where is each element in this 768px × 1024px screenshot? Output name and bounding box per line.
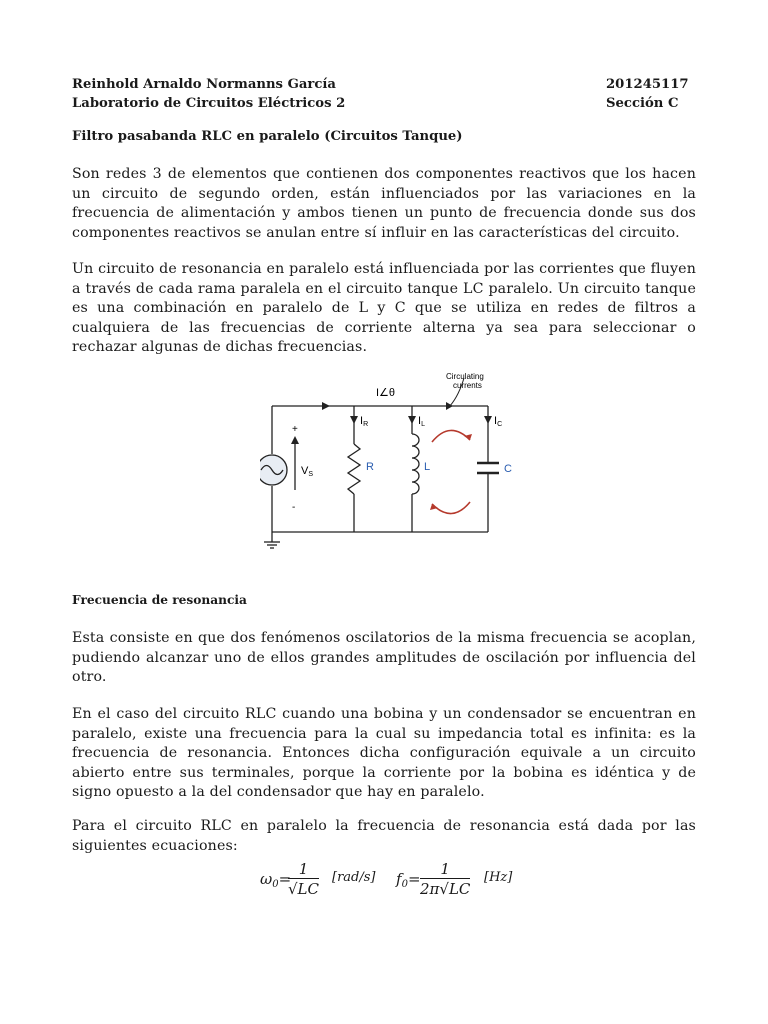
ic-arrow-icon [484, 416, 492, 424]
resonance-equations [260, 858, 560, 908]
paragraph-3: Esta consiste en que dos fenómenos oscilatorios de la misma frecuencia se acoplan, pudiendo alcanzar uno de ellos grandes amplitudes de oscilación por influencia del otro. [72, 630, 696, 685]
circulating-label-2: currents [453, 381, 482, 390]
plus-sign: + [292, 424, 298, 435]
ic-label: I [494, 415, 498, 427]
author-name: Reinhold Arnaldo Normanns García [72, 77, 336, 92]
paragraph-2: Un circuito de resonancia en paralelo está influenciada por las corrientes que fluyen a través de cada rama paralela en el circuito tanque LC paralelo. Un circuito tanque es una combinación en paralelo de L y C que se utiliza en redes de filtros a cualquiera de las frecuencias de corriente alterna ya sea para seleccionar o rechazar algunas de dichas frecuencias. [72, 261, 696, 355]
vs-label-sub: S [308, 471, 314, 478]
source-current-label: I∠θ [376, 387, 396, 399]
svg-text:IL [418, 415, 425, 428]
unit-hz: [Hz] [484, 870, 513, 885]
inductor-symbol [412, 434, 419, 494]
header-row-1 [72, 77, 696, 92]
ic-label-sub: C [497, 421, 503, 428]
resistor-symbol [348, 444, 360, 494]
paragraph-5: Para el circuito RLC en paralelo la frecuencia de resonancia está dada por las siguientes ecuaciones: [72, 818, 696, 854]
rlc-tank-circuit-diagram [260, 362, 600, 552]
vs-arrow-icon [291, 436, 299, 444]
header-row-2 [72, 96, 696, 111]
student-id: 201245117 [606, 77, 689, 92]
minus-sign: - [292, 502, 296, 513]
svg-text:IC [494, 415, 502, 428]
equals-1: = [278, 870, 292, 888]
f-numerator: 1 [420, 860, 470, 879]
c-label: C [504, 463, 512, 475]
ir-label-sub: R [363, 421, 369, 428]
f-denominator: 2π√LC [420, 880, 471, 898]
paragraph-1: Son redes 3 de elementos que contienen dos componentes reactivos que los hacen un circuito de segundo orden, están influenciados por las variaciones en la frecuencia de alimentación y ambos tienen un punto de frecuencia donde sus dos componentes reactivos se anulan entre sí influir en las características del circuito. [72, 166, 696, 241]
l-label: L [424, 461, 431, 473]
ir-arrow-icon [350, 416, 358, 424]
paragraph-4: En el caso del circuito RLC cuando una bobina y un condensador se encuentran en paralelo, existe una frecuencia para la cual su impedancia total es infinita: es la frecuencia de resonancia. Entonces dicha configuración equivale a un circuito abierto entre sus terminales, porque la corriente por la bobina es idéntica y de signo opuesto a la del condensador que hay en paralelo. [72, 706, 696, 800]
equals-2: = [407, 870, 421, 888]
f-symbol: f [396, 870, 402, 888]
il-arrow-icon [408, 416, 416, 424]
unit-rad-per-s: [rad/s] [332, 870, 376, 885]
section-heading: Frecuencia de resonancia [72, 593, 247, 607]
r-label: R [366, 461, 374, 473]
source-current-arrow-icon [322, 402, 330, 410]
il-label-sub: L [421, 421, 425, 428]
f-subscript: 0 [401, 879, 408, 890]
il-label: I [418, 415, 422, 427]
ir-label: I [360, 415, 364, 427]
omega-denominator: √LC [288, 880, 319, 898]
circulating-arrow-top-icon [432, 430, 470, 442]
vs-label: V [301, 465, 309, 477]
omega-symbol: ω [260, 870, 273, 888]
circulating-label-1: Circulating [446, 372, 484, 381]
omega-numerator: 1 [288, 860, 319, 879]
section-label: Sección C [606, 96, 679, 111]
course-name: Laboratorio de Circuitos Eléctricos 2 [72, 96, 346, 111]
omega-subscript: 0 [272, 879, 279, 890]
svg-text:IR [360, 415, 368, 428]
svg-text:VS [301, 465, 313, 478]
omega-fraction [288, 860, 319, 899]
document-title: Filtro pasabanda RLC en paralelo (Circuitos Tanque) [72, 129, 463, 144]
circulating-arrow-bottom-icon [432, 502, 470, 514]
f-fraction [420, 860, 470, 899]
